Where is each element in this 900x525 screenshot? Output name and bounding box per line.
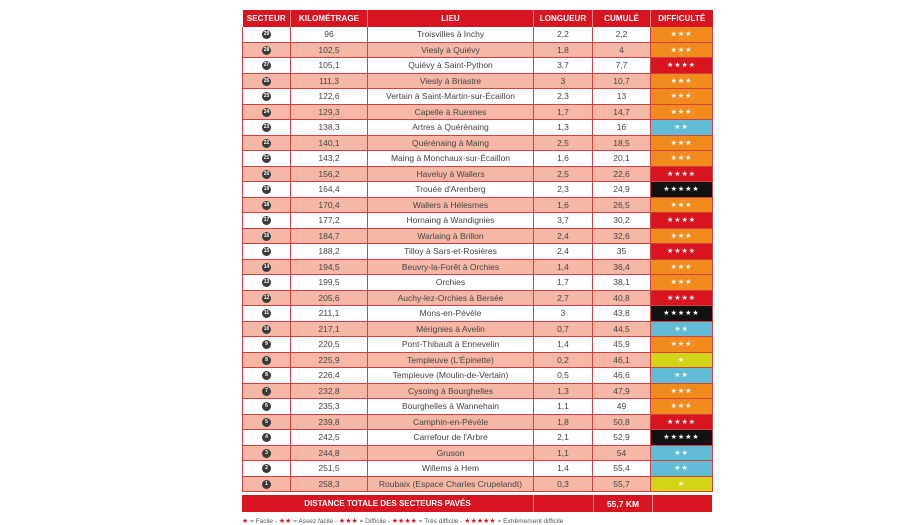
star-icon: ★★★★★: [464, 518, 496, 525]
cell-kilometrage: 177,2: [291, 213, 368, 229]
cell-longueur: 3,7: [534, 213, 593, 229]
cell-difficulte-stars: ★★★: [651, 151, 713, 167]
cell-lieu: Mérignies à Avelin: [368, 321, 534, 337]
cell-cumule: 44,5: [593, 321, 651, 337]
cell-lieu: Viesly à Quiévy: [368, 42, 534, 58]
legend-item: ★★★ = Difficile -: [338, 518, 392, 525]
cell-kilometrage: 217,1: [291, 321, 368, 337]
cell-difficulte-stars: ★★★: [651, 228, 713, 244]
sector-number-badge: 25: [263, 93, 270, 100]
cell-longueur: 1,3: [534, 383, 593, 399]
cell-longueur: 2,4: [534, 244, 593, 260]
cell-kilometrage: 156,2: [291, 166, 368, 182]
legend-item: ★ = Facile -: [242, 518, 279, 525]
cell-lieu: Haveluy à Wallers: [368, 166, 534, 182]
sector-number-badge: 28: [263, 46, 270, 53]
cell-secteur: [243, 120, 291, 136]
cell-kilometrage: 205,6: [291, 290, 368, 306]
cell-cumule: 30,2: [593, 213, 651, 229]
header-longueur: LONGUEUR: [534, 10, 593, 27]
cell-secteur: [243, 430, 291, 446]
cell-longueur: 2,2: [534, 27, 593, 42]
cell-cumule: 36,4: [593, 259, 651, 275]
sector-number-badge: 24: [263, 108, 270, 115]
cell-difficulte-stars: ★: [651, 476, 713, 492]
cell-difficulte-stars: ★★★: [651, 259, 713, 275]
cell-lieu: Mons-en-Pévèle: [368, 306, 534, 322]
cell-secteur: [243, 306, 291, 322]
cell-cumule: 22,6: [593, 166, 651, 182]
cell-secteur: [243, 476, 291, 492]
table-row: [243, 42, 713, 58]
cell-cumule: 4: [593, 42, 651, 58]
cell-difficulte-stars: ★★★★★: [651, 306, 713, 322]
cell-kilometrage: 199,5: [291, 275, 368, 291]
table-row: [243, 476, 713, 492]
cell-kilometrage: 194,5: [291, 259, 368, 275]
cell-difficulte-stars: ★★★: [651, 337, 713, 353]
header-cumule: CUMULÉ: [593, 10, 651, 27]
cell-cumule: 55,7: [593, 476, 651, 492]
sector-number-badge: 18: [263, 201, 270, 208]
cell-cumule: 26,5: [593, 197, 651, 213]
table-row: [243, 135, 713, 151]
cell-secteur: [243, 135, 291, 151]
cell-kilometrage: 232,8: [291, 383, 368, 399]
cell-cumule: 45,9: [593, 337, 651, 353]
cell-cumule: 18,5: [593, 135, 651, 151]
cell-kilometrage: 225,9: [291, 352, 368, 368]
cell-cumule: 40,8: [593, 290, 651, 306]
cell-longueur: 2,3: [534, 182, 593, 198]
cell-kilometrage: 164,4: [291, 182, 368, 198]
cell-cumule: 38,1: [593, 275, 651, 291]
cell-difficulte-stars: ★: [651, 352, 713, 368]
cell-kilometrage: 226,4: [291, 368, 368, 384]
sector-number-badge: 8: [262, 356, 271, 365]
cell-secteur: [243, 445, 291, 461]
cell-difficulte-stars: ★★★★: [651, 166, 713, 182]
header-kilometrage: KILOMÉTRAGE: [291, 10, 368, 27]
cell-longueur: 2,5: [534, 166, 593, 182]
legend-item: ★★★★ = Très difficile -: [391, 518, 465, 525]
table-row: [243, 337, 713, 353]
sector-number-badge: 3: [262, 449, 271, 458]
cell-kilometrage: 220,5: [291, 337, 368, 353]
cell-secteur: [243, 151, 291, 167]
sector-number-badge: 5: [262, 418, 271, 427]
table-row: [243, 259, 713, 275]
cell-longueur: 1,6: [534, 197, 593, 213]
cell-longueur: 0,5: [534, 368, 593, 384]
cell-kilometrage: 170,4: [291, 197, 368, 213]
cell-longueur: 3,7: [534, 58, 593, 74]
total-spacer: [534, 495, 594, 512]
cell-cumule: 49: [593, 399, 651, 415]
table-row: [243, 445, 713, 461]
cell-lieu: Capelle à Ruesnes: [368, 104, 534, 120]
sector-number-badge: 20: [263, 170, 270, 177]
cell-lieu: Roubaix (Espace Charles Crupelandt): [368, 476, 534, 492]
cell-cumule: 16: [593, 120, 651, 136]
cell-lieu: Troisvilles à Inchy: [368, 27, 534, 42]
cell-longueur: 1,7: [534, 104, 593, 120]
cell-difficulte-stars: ★★: [651, 321, 713, 337]
sector-number-badge: 12: [263, 294, 270, 301]
cell-lieu: Quiévy à Saint-Python: [368, 58, 534, 74]
cell-difficulte-stars: ★★★: [651, 73, 713, 89]
legend-label: = Difficile: [359, 518, 386, 525]
table-row: [243, 27, 713, 42]
sector-number-badge: 2: [262, 464, 271, 473]
sector-number-badge: 10: [263, 325, 270, 332]
cell-lieu: Trouée d'Arenberg: [368, 182, 534, 198]
cell-difficulte-stars: ★★: [651, 461, 713, 477]
cell-kilometrage: 258,3: [291, 476, 368, 492]
cell-difficulte-stars: ★★★: [651, 399, 713, 415]
cell-secteur: [243, 58, 291, 74]
star-icon: ★: [242, 518, 249, 525]
cell-kilometrage: 140,1: [291, 135, 368, 151]
cell-kilometrage: 105,1: [291, 58, 368, 74]
table-header-row: [243, 10, 713, 27]
table-row: [243, 166, 713, 182]
table-row: [243, 228, 713, 244]
cell-longueur: 2,4: [534, 228, 593, 244]
sector-number-badge: 7: [262, 387, 271, 396]
total-row: [242, 495, 712, 512]
cell-cumule: 14,7: [593, 104, 651, 120]
cell-lieu: Viesly à Briastre: [368, 73, 534, 89]
cell-secteur: [243, 89, 291, 105]
cell-difficulte-stars: ★★★★: [651, 58, 713, 74]
cell-kilometrage: 111,3: [291, 73, 368, 89]
cell-longueur: 1,6: [534, 151, 593, 167]
cell-lieu: Bourghelles à Wannehain: [368, 399, 534, 415]
sectors-table-container: [242, 10, 712, 525]
cell-cumule: 52,9: [593, 430, 651, 446]
cell-longueur: 1,3: [534, 120, 593, 136]
cell-lieu: Artres à Quérénaing: [368, 120, 534, 136]
cell-kilometrage: 122,6: [291, 89, 368, 105]
cell-lieu: Beuvry-la-Forêt à Orchies: [368, 259, 534, 275]
cell-longueur: 0,2: [534, 352, 593, 368]
cell-secteur: [243, 104, 291, 120]
sector-number-badge: 27: [263, 62, 270, 69]
cell-lieu: Maing à Monchaux-sur-Écaillon: [368, 151, 534, 167]
table-row: [243, 275, 713, 291]
cell-difficulte-stars: ★★: [651, 368, 713, 384]
cell-secteur: [243, 73, 291, 89]
sector-number-badge: 26: [263, 77, 270, 84]
header-lieu: LIEU: [368, 10, 534, 27]
cell-cumule: 43,8: [593, 306, 651, 322]
table-row: [243, 58, 713, 74]
cell-secteur: [243, 290, 291, 306]
cell-secteur: [243, 414, 291, 430]
difficulty-legend: [242, 517, 712, 525]
legend-item: ★★ = Assez facile -: [278, 518, 339, 525]
cell-secteur: [243, 197, 291, 213]
sector-number-badge: 6: [262, 402, 271, 411]
sector-number-badge: 14: [263, 263, 270, 270]
cell-difficulte-stars: ★★★★: [651, 213, 713, 229]
cell-longueur: 2,5: [534, 135, 593, 151]
sector-number-badge: 11: [263, 310, 270, 317]
cell-lieu: Templeuve (Moulin-de-Vertain): [368, 368, 534, 384]
cell-difficulte-stars: ★★★: [651, 197, 713, 213]
table-row: [243, 151, 713, 167]
cell-secteur: [243, 228, 291, 244]
cell-longueur: 2,7: [534, 290, 593, 306]
cell-lieu: Warlaing à Brillon: [368, 228, 534, 244]
cell-kilometrage: 235,3: [291, 399, 368, 415]
cell-lieu: Tilloy à Sars-et-Rosières: [368, 244, 534, 260]
sector-number-badge: 29: [263, 31, 270, 38]
cell-kilometrage: 102,5: [291, 42, 368, 58]
cell-longueur: 1,1: [534, 445, 593, 461]
cell-lieu: Vertain à Saint-Martin-sur-Écaillon: [368, 89, 534, 105]
star-icon: ★★★: [338, 518, 358, 525]
sector-number-badge: 19: [263, 186, 270, 193]
table-row: [243, 89, 713, 105]
cell-difficulte-stars: ★★★: [651, 275, 713, 291]
cell-cumule: 7,7: [593, 58, 651, 74]
table-row: [243, 414, 713, 430]
total-value: 55,7 KM: [594, 495, 653, 512]
sector-number-badge: 22: [263, 139, 270, 146]
legend-label: = Facile: [250, 518, 274, 525]
cell-lieu: Wallers à Hélesmes: [368, 197, 534, 213]
cell-cumule: 46,1: [593, 352, 651, 368]
cell-lieu: Pont-Thibault à Ennevelin: [368, 337, 534, 353]
star-icon: ★★★★: [391, 518, 417, 525]
cell-secteur: [243, 182, 291, 198]
table-row: [243, 399, 713, 415]
legend-label: = Extrêmement difficile: [497, 518, 564, 525]
cell-lieu: Camphin-en-Pévèle: [368, 414, 534, 430]
cell-lieu: Hornaing à Wandignies: [368, 213, 534, 229]
table-body: [243, 27, 713, 492]
cell-kilometrage: 96: [291, 27, 368, 42]
cell-longueur: 1,8: [534, 42, 593, 58]
cell-longueur: 0,3: [534, 476, 593, 492]
table-row: [243, 197, 713, 213]
cell-lieu: Gruson: [368, 445, 534, 461]
table-row: [243, 321, 713, 337]
cell-difficulte-stars: ★★★: [651, 27, 713, 42]
cell-lieu: Auchy-lez-Orchies à Bersée: [368, 290, 534, 306]
cell-secteur: [243, 213, 291, 229]
cell-longueur: 3: [534, 306, 593, 322]
cell-difficulte-stars: ★★★: [651, 104, 713, 120]
cell-difficulte-stars: ★★★★★: [651, 430, 713, 446]
table-row: [243, 306, 713, 322]
cell-difficulte-stars: ★★: [651, 445, 713, 461]
header-difficulte: DIFFICULTÉ: [651, 10, 713, 27]
cell-kilometrage: 244,8: [291, 445, 368, 461]
cell-secteur: [243, 166, 291, 182]
total-spacer-2: [653, 495, 712, 512]
cell-secteur: [243, 42, 291, 58]
cell-cumule: 2,2: [593, 27, 651, 42]
cell-cumule: 20,1: [593, 151, 651, 167]
table-row: [243, 368, 713, 384]
cell-lieu: Cysoing à Bourghelles: [368, 383, 534, 399]
star-icon: ★★: [278, 518, 292, 525]
sector-number-badge: 13: [263, 279, 270, 286]
cell-secteur: [243, 352, 291, 368]
sector-number-badge: 8: [262, 371, 271, 380]
sector-number-badge: 9: [262, 340, 271, 349]
cell-cumule: 13: [593, 89, 651, 105]
cell-longueur: 1,4: [534, 337, 593, 353]
cell-kilometrage: 188,2: [291, 244, 368, 260]
cell-longueur: 0,7: [534, 321, 593, 337]
cell-lieu: Willems à Hem: [368, 461, 534, 477]
cell-secteur: [243, 275, 291, 291]
cell-difficulte-stars: ★★★★: [651, 414, 713, 430]
cell-cumule: 35: [593, 244, 651, 260]
cell-kilometrage: 242,5: [291, 430, 368, 446]
header-secteur: SECTEUR: [243, 10, 291, 27]
table-row: [243, 430, 713, 446]
cell-kilometrage: 251,5: [291, 461, 368, 477]
cell-cumule: 55,4: [593, 461, 651, 477]
cell-lieu: Carrefour de l'Arbre: [368, 430, 534, 446]
cell-kilometrage: 138,3: [291, 120, 368, 136]
cell-difficulte-stars: ★★★★★: [651, 182, 713, 198]
cell-difficulte-stars: ★★★: [651, 89, 713, 105]
cell-difficulte-stars: ★★★: [651, 135, 713, 151]
cell-secteur: [243, 337, 291, 353]
cell-secteur: [243, 368, 291, 384]
cell-cumule: 24,9: [593, 182, 651, 198]
sector-number-badge: 4: [262, 433, 271, 442]
cell-difficulte-stars: ★★★★: [651, 244, 713, 260]
cell-longueur: 2,1: [534, 430, 593, 446]
table-row: [243, 244, 713, 260]
table-row: [243, 290, 713, 306]
cell-longueur: 1,1: [534, 399, 593, 415]
legend-label: = Assez facile: [293, 518, 334, 525]
cell-lieu: Quérénaing à Maing: [368, 135, 534, 151]
total-label: DISTANCE TOTALE DES SECTEURS PAVÉS: [242, 495, 534, 512]
legend-item: [464, 518, 563, 525]
table-row: [243, 73, 713, 89]
table-row: [243, 461, 713, 477]
cell-lieu: Templeuve (L'Épinette): [368, 352, 534, 368]
legend-label: = Très difficile: [418, 518, 459, 525]
cell-kilometrage: 184,7: [291, 228, 368, 244]
cell-kilometrage: 143,2: [291, 151, 368, 167]
cell-difficulte-stars: ★★★: [651, 383, 713, 399]
sector-number-badge: 1: [262, 480, 271, 489]
cell-longueur: 1,7: [534, 275, 593, 291]
table-row: [243, 213, 713, 229]
sector-number-badge: 16: [263, 232, 270, 239]
cell-secteur: [243, 399, 291, 415]
cell-kilometrage: 239,8: [291, 414, 368, 430]
cell-secteur: [243, 461, 291, 477]
table-row: [243, 352, 713, 368]
table-row: [243, 104, 713, 120]
sector-number-badge: 15: [263, 248, 270, 255]
cell-difficulte-stars: ★★: [651, 120, 713, 136]
cell-kilometrage: 211,1: [291, 306, 368, 322]
cell-secteur: [243, 244, 291, 260]
cell-lieu: Orchies: [368, 275, 534, 291]
cell-cumule: 47,9: [593, 383, 651, 399]
cell-longueur: 2,3: [534, 89, 593, 105]
cell-secteur: [243, 383, 291, 399]
cell-cumule: 10,7: [593, 73, 651, 89]
cell-longueur: 1,8: [534, 414, 593, 430]
cell-difficulte-stars: ★★★: [651, 42, 713, 58]
sector-number-badge: 21: [263, 155, 270, 162]
sector-number-badge: 17: [263, 217, 270, 224]
cell-cumule: 54: [593, 445, 651, 461]
cell-secteur: [243, 321, 291, 337]
cell-longueur: 1,4: [534, 461, 593, 477]
cell-longueur: 1,4: [534, 259, 593, 275]
cell-cumule: 32,6: [593, 228, 651, 244]
cell-secteur: [243, 259, 291, 275]
cell-cumule: 46,6: [593, 368, 651, 384]
table-row: [243, 120, 713, 136]
cell-secteur: [243, 27, 291, 42]
cell-difficulte-stars: ★★★★: [651, 290, 713, 306]
table-row: [243, 182, 713, 198]
cell-cumule: 50,8: [593, 414, 651, 430]
table-row: [243, 383, 713, 399]
cell-longueur: 3: [534, 73, 593, 89]
sector-number-badge: 23: [263, 124, 270, 131]
sectors-table: [242, 10, 713, 492]
cell-kilometrage: 129,3: [291, 104, 368, 120]
